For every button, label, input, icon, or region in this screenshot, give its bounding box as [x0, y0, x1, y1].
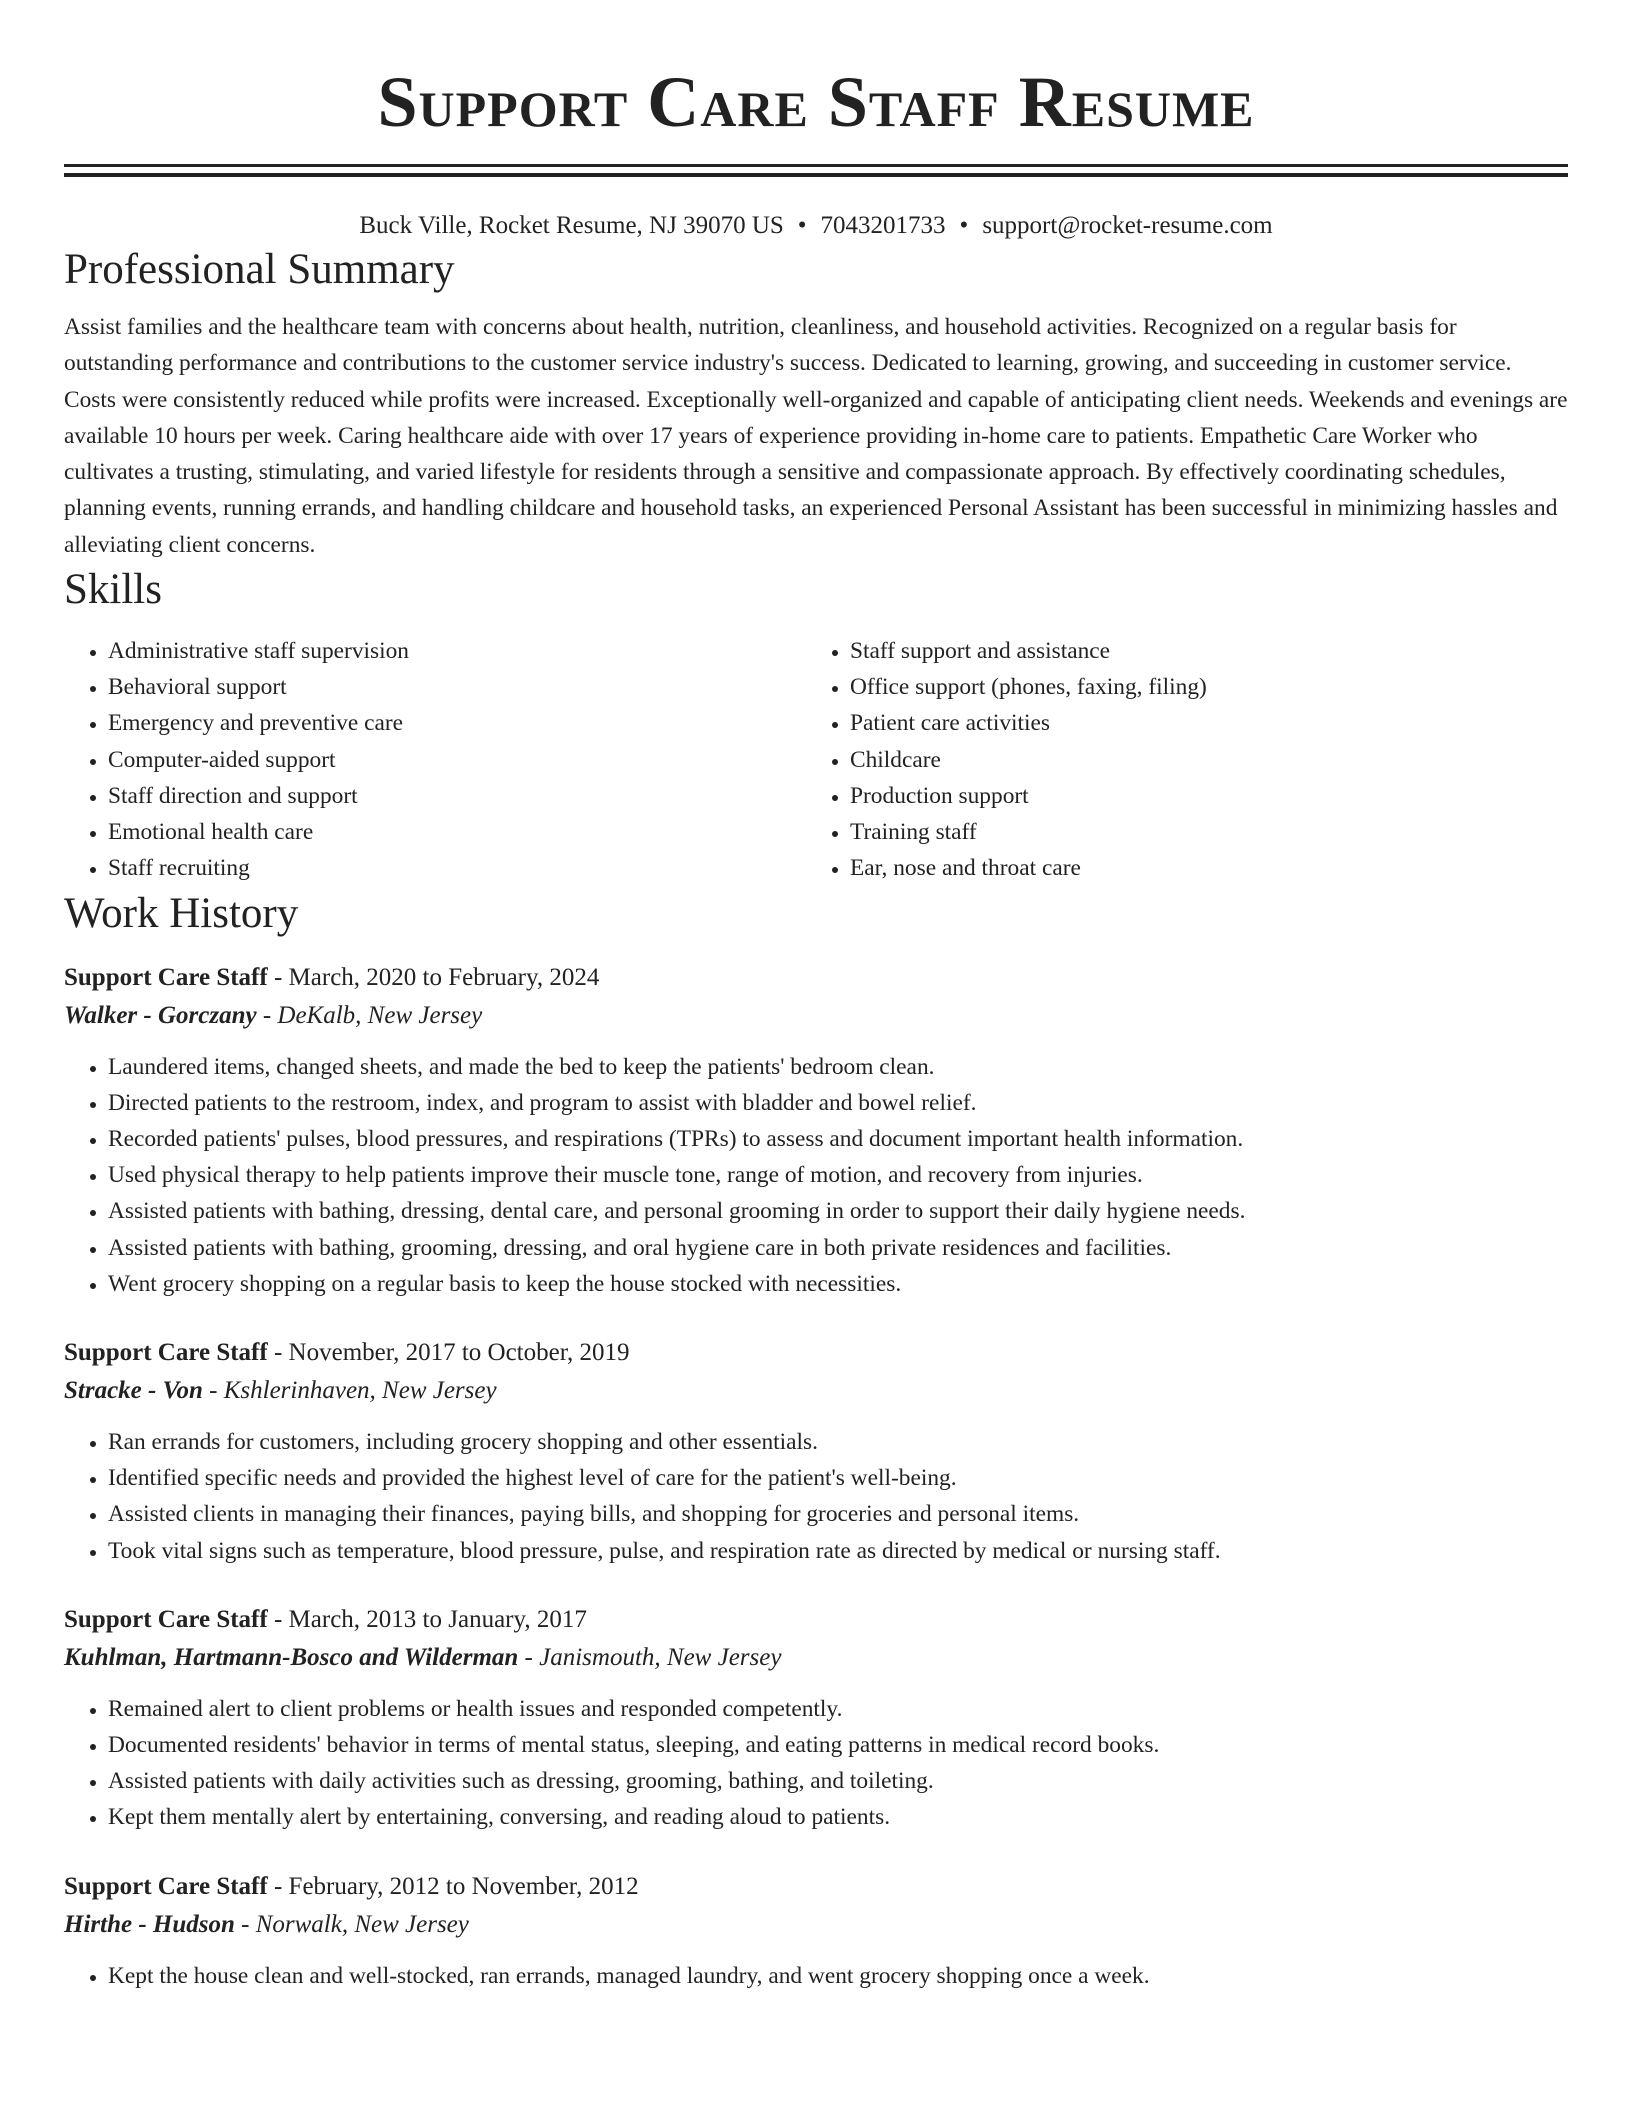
duty-item: • Ran errands for customers, including grocery shopping and other essentials.: [108, 1424, 1568, 1460]
contact-address: Buck Ville, Rocket Resume, NJ 39070 US: [359, 212, 784, 239]
title-divider-top: [64, 164, 1568, 167]
summary-text: Assist families and the healthcare team with concerns about health, nutrition, cleanliness, and household activities. Recognized on a regular basis for outstanding performance and contributions to the customer service industry's success. Dedicated to learning, growing, and succeeding in customer service. Costs were consistently reduced while profits were increased. Exceptionally well-organized and capable of anticipating client needs. Weekends and evenings are available 10 hours per week. Caring healthcare aide with over 17 years of experience providing in-home care to patients. Empathetic Care Worker who cultivates a trusting, stimulating, and varied lifestyle for residents through a sensitive and compassionate approach. By effectively coordinating schedules, planning events, running errands, and handling childcare and household tasks, an experienced Personal Assistant has been successful in minimizing hassles and alleviating client concerns.: [64, 314, 1568, 558]
skill-item: • Behavioral support: [108, 669, 806, 705]
job-duties: [64, 1958, 1568, 1994]
job-employer: Kuhlman, Hartmann-Bosco and Wilderman - Janismouth, New Jersey: [64, 1643, 782, 1671]
work-history-list: [64, 959, 1568, 1994]
job-title: Support Care Staff: [64, 1605, 268, 1633]
company-name: Kuhlman, Hartmann-Bosco and Wilderman: [64, 1643, 519, 1671]
summary-heading: Professional Summary: [64, 246, 455, 293]
job-dates: March, 2013 to January, 2017: [288, 1605, 587, 1633]
duty-item: • Took vital signs such as temperature, blood pressure, pulse, and respiration rate as directed by medical or nursing staff.: [108, 1533, 1568, 1569]
skill-item: • Emotional health care: [108, 814, 806, 850]
job-title: Support Care Staff: [64, 1872, 268, 1900]
skill-item: • Staff direction and support: [108, 778, 806, 814]
duty-item: • Assisted patients with daily activities such as dressing, grooming, bathing, and toileting.: [108, 1763, 1568, 1799]
duty-item: • Recorded patients' pulses, blood pressures, and respirations (TPRs) to assess and document important health information.: [108, 1121, 1568, 1157]
job-dates: February, 2012 to November, 2012: [288, 1872, 639, 1900]
skills-column-right: [806, 633, 1548, 886]
skill-item: • Emergency and preventive care: [108, 705, 806, 741]
job-employer: Hirthe - Hudson - Norwalk, New Jersey: [64, 1910, 469, 1938]
skill-item: • Ear, nose and throat care: [850, 850, 1548, 886]
company-name: Walker - Gorczany: [64, 1001, 257, 1029]
skills-right-list: [806, 633, 1548, 886]
duty-item: • Went grocery shopping on a regular basis to keep the house stocked with necessities.: [108, 1266, 1568, 1302]
title-divider-bottom: [64, 173, 1568, 177]
duty-item: • Kept the house clean and well-stocked, ran errands, managed laundry, and went grocery shopping once a week.: [108, 1958, 1568, 1994]
duty-item: • Assisted patients with bathing, grooming, dressing, and oral hygiene care in both private residences and facilities.: [108, 1230, 1568, 1266]
skill-item: • Training staff: [850, 814, 1548, 850]
resume-title: Support Care Staff Resume: [377, 62, 1255, 142]
duty-item: • Assisted patients with bathing, dressing, dental care, and personal grooming in order to support their daily hygiene needs.: [108, 1193, 1568, 1229]
job-header: Support Care Staff - February, 2012 to November, 2012: [64, 1872, 639, 1900]
contact-separator: •: [797, 212, 807, 239]
job-duties: [64, 1049, 1568, 1302]
job-dates: March, 2020 to February, 2024: [288, 963, 600, 991]
job-entry: [64, 1601, 1568, 1836]
work-history-heading: Work History: [64, 889, 299, 937]
duty-item: • Remained alert to client problems or health issues and responded competently.: [108, 1691, 1568, 1727]
company-name: Hirthe - Hudson: [64, 1910, 235, 1938]
company-location: Norwalk, New Jersey: [255, 1910, 469, 1938]
job-employer: Walker - Gorczany - DeKalb, New Jersey: [64, 1001, 483, 1029]
job-title: Support Care Staff: [64, 1338, 268, 1366]
duty-item: • Identified specific needs and provided the highest level of care for the patient's well-being.: [108, 1460, 1568, 1496]
duty-item: • Used physical therapy to help patients improve their muscle tone, range of motion, and recovery from injuries.: [108, 1157, 1568, 1193]
duty-item: • Documented residents' behavior in terms of mental status, sleeping, and eating patterns in medical record books.: [108, 1727, 1568, 1763]
skills-list: [64, 633, 1568, 886]
company-location: Janismouth, New Jersey: [539, 1643, 782, 1671]
skill-item: • Staff recruiting: [108, 850, 806, 886]
job-title: Support Care Staff: [64, 963, 268, 991]
skill-item: • Production support: [850, 778, 1548, 814]
skill-item: • Childcare: [850, 742, 1548, 778]
resume-page: [64, 0, 1568, 1994]
duty-item: • Directed patients to the restroom, index, and program to assist with bladder and bowel relief.: [108, 1085, 1568, 1121]
company-name: Stracke - Von: [64, 1376, 203, 1404]
duty-item: • Kept them mentally alert by entertaining, conversing, and reading aloud to patients.: [108, 1799, 1568, 1835]
skill-item: • Patient care activities: [850, 705, 1548, 741]
skills-heading: Skills: [64, 566, 162, 614]
job-entry: [64, 1334, 1568, 1569]
job-dates: November, 2017 to October, 2019: [288, 1338, 630, 1366]
job-header: Support Care Staff - November, 2017 to October, 2019: [64, 1338, 630, 1366]
skill-item: • Office support (phones, faxing, filing): [850, 669, 1548, 705]
skills-left-list: [64, 633, 806, 886]
job-duties: [64, 1691, 1568, 1836]
company-location: Kshlerinhaven, New Jersey: [223, 1376, 497, 1404]
duty-item: • Laundered items, changed sheets, and made the bed to keep the patients' bedroom clean.: [108, 1049, 1568, 1085]
skill-item: • Computer-aided support: [108, 742, 806, 778]
job-duties: [64, 1424, 1568, 1569]
company-location: DeKalb, New Jersey: [277, 1001, 483, 1029]
job-entry: [64, 959, 1568, 1302]
job-employer: Stracke - Von - Kshlerinhaven, New Jersey: [64, 1376, 497, 1404]
contact-separator: •: [959, 212, 969, 239]
contact-phone: 7043201733: [820, 212, 946, 239]
duty-item: • Assisted clients in managing their finances, paying bills, and shopping for groceries and personal items.: [108, 1496, 1568, 1532]
skill-item: • Administrative staff supervision: [108, 633, 806, 669]
contact-line: [64, 209, 1568, 243]
skills-column-left: [64, 633, 806, 886]
job-header: Support Care Staff - March, 2020 to February, 2024: [64, 963, 600, 991]
skill-item: • Staff support and assistance: [850, 633, 1548, 669]
job-header: Support Care Staff - March, 2013 to January, 2017: [64, 1605, 587, 1633]
contact-email: support@rocket-resume.com: [982, 212, 1273, 239]
job-entry: [64, 1868, 1568, 1994]
